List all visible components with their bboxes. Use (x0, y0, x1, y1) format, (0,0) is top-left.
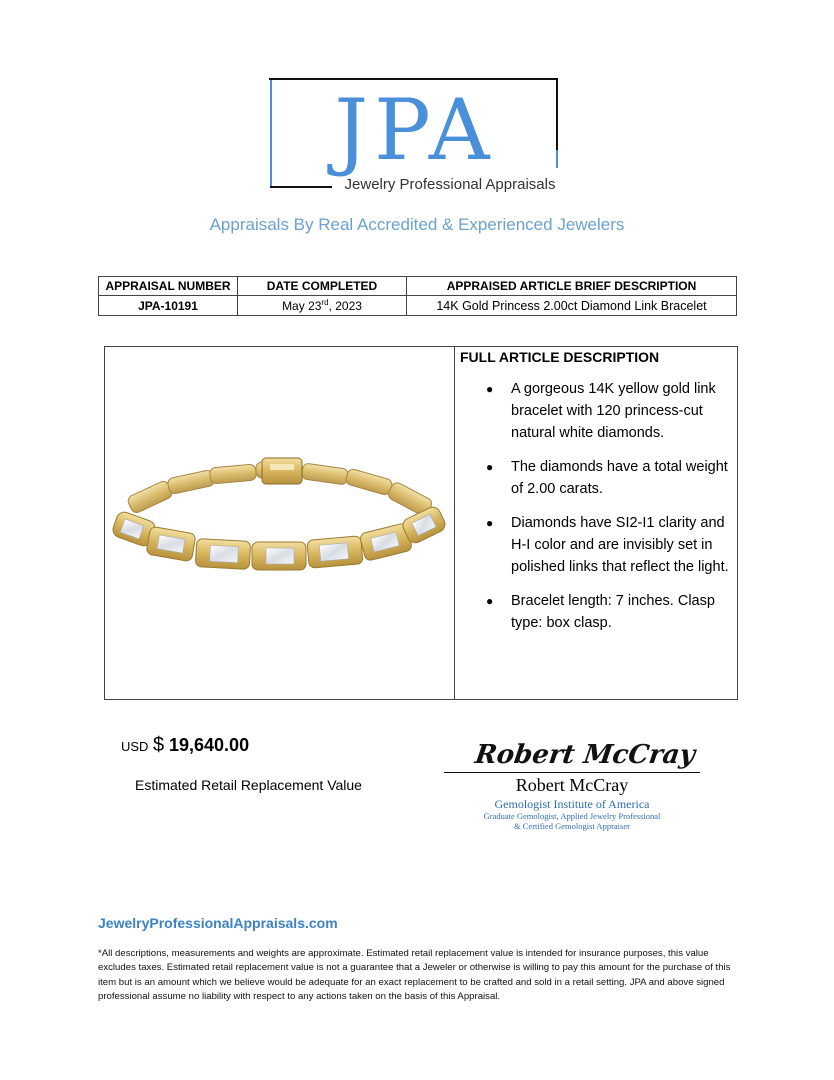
table-row (99, 296, 737, 316)
list-item (486, 590, 734, 634)
signature-script: Robert McCray (473, 740, 697, 770)
date-prefix: May 23 (282, 299, 322, 313)
list-item-text: Bracelet length: 7 inches. Clasp type: box clasp. (511, 593, 715, 631)
value-label: Estimated Retail Replacement Value (135, 777, 362, 793)
description-list (486, 378, 734, 646)
signature-line (444, 772, 700, 773)
currency-symbol: $ (153, 734, 165, 756)
full-description-title: FULL ARTICLE DESCRIPTION (460, 349, 660, 365)
logo-frame-left (270, 80, 272, 188)
logo-frame-bottom (270, 186, 332, 188)
disclaimer-text: *All descriptions, measurements and weights are approximate. Estimated retail replacement value is intended for insurance purposes, this value excludes taxes. Estimated retail replacement value is not a guarantee that a Jeweler or otherwise is willing to pay this amount for the purchase of this item but is an amount which we believe would be adequate for an exact replacement to be crafted and sold in a retail setting. JPA and above signed professional assume no liability with respect to any actions taken on the basis of this Appraisal. (98, 948, 731, 1002)
logo-frame-top (269, 78, 558, 80)
bullet-icon: ● (486, 516, 494, 530)
appraisal-number: JPA-10191 (99, 296, 238, 316)
appraisal-info-table (98, 276, 737, 316)
list-item-text: A gorgeous 14K yellow gold link bracelet with 120 princess-cut natural white diamonds. (511, 381, 716, 441)
bracelet-image (106, 348, 452, 698)
brief-description: 14K Gold Princess 2.00ct Diamond Link Bracelet (407, 296, 737, 316)
list-item (486, 512, 734, 578)
logo-frame-accent (556, 150, 558, 168)
bullet-icon: ● (486, 382, 494, 396)
logo-letters: JPA (334, 81, 496, 179)
signer-credentials-line2: & Certified Gemologist Appraiser (514, 821, 630, 831)
bullet-icon: ● (486, 594, 494, 608)
currency-code: USD (121, 739, 149, 754)
signer-institute: Gemologist Institute of America (494, 797, 650, 811)
article-divider (454, 346, 455, 700)
list-item (486, 378, 734, 444)
header-date-completed: DATE COMPLETED (238, 277, 407, 296)
website-link[interactable]: JewelryProfessionalAppraisals.com (98, 915, 338, 931)
date-year: , 2023 (328, 299, 362, 313)
logo-subtitle: Jewelry Professional Appraisals (344, 176, 556, 193)
date-completed (238, 296, 407, 316)
signer-name: Robert McCray (515, 775, 629, 795)
header-brief-description: APPRAISED ARTICLE BRIEF DESCRIPTION (407, 277, 737, 296)
table-header-row (99, 277, 737, 296)
list-item-text: Diamonds have SI2-I1 clarity and H-I color and are invisibly set in polished links that reflect the light. (511, 515, 729, 575)
bullet-icon: ● (486, 460, 494, 474)
header-appraisal-number: APPRAISAL NUMBER (99, 277, 238, 296)
appraised-value: 19,640.00 (169, 735, 250, 755)
tagline: Appraisals By Real Accredited & Experienced Jewelers (209, 215, 625, 234)
list-item-text: The diamonds have a total weight of 2.00 carats. (511, 459, 728, 497)
bracelet-icon (106, 348, 452, 698)
date-suffix: rd (321, 298, 329, 307)
list-item (486, 456, 734, 500)
signer-credentials-line1: Graduate Gemologist, Applied Jewelry Professional (483, 811, 661, 821)
